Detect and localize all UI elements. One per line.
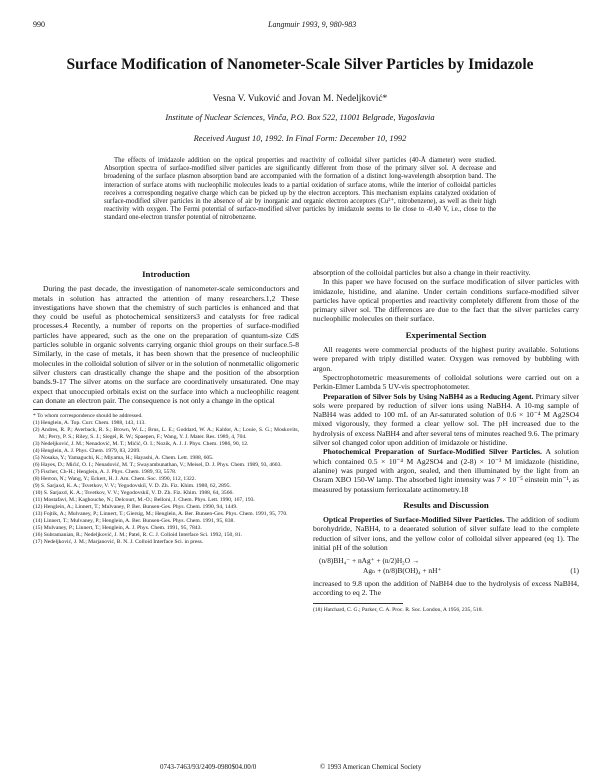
footnote: (9) S. Sarjaxd, K. A.; Tsvetkov, V. V.; Yegodovskiĭ, V. D. Zh. Fiz. Khim. 1988, 62, 2895.	[33, 482, 231, 489]
equation-products: Agₙ + (n/8)B(OH)₄ + nH⁺	[363, 565, 442, 575]
footnote: (10) S. Sarjaxd, K. A.; Tsvetkov, V. V.; Yegodovskiĭ, V. D. Zh. Fiz. Khim. 1988, 64, 3566.	[33, 489, 234, 496]
footnote: (18) Hatchard, C. G.; Parker, C. A. Proc. R. Soc. London, A 1956, 235, 518.	[313, 606, 483, 613]
preparation-paragraph	[313, 392, 579, 448]
preparation-subheading: Preparation of Silver Sols by Using NaBH4 as a Reducing Agent.	[323, 391, 534, 401]
footnote: (7) Fischer, Ch-H.; Henglein, A. J. Phys. Chem. 1989, 93, 5578.	[33, 468, 177, 475]
experimental-paragraph-1: All reagents were commercial products of the highest purity available. Solutions were prepared with triply distilled water. Oxygen was removed by bubbling with argon.	[313, 345, 579, 373]
footnote: (5) Nosaka, Y.; Yamaguchi, K.; Miyama, H.; Hayashi, A. Chem. Lett. 1988, 605.	[33, 454, 214, 461]
authors: Vesna V. Vuković and Jovan M. Nedeljković*	[212, 94, 388, 104]
footnote: (2) Andres, R. P.; Averback, R. S.; Brown, W. L.; Brus, L. E.; Goddard, W. A.; Kaldor, A.; Louie, S. G.; Moskovits, M.; Perry, P. S.; Riley, S. J.; Siegel, R. W.; Spaepen, F.; Wang, Y. J. Mater. Res. 1989, 4, 704.	[33, 427, 299, 440]
footnote: (3) Nedeljković, J. M.; Nenadović, M. T.; Mićić, O. I.; Nozik, A. J. J. Phys. Chem. 1986, 90, 12.	[33, 440, 249, 447]
after-equation-text: increased to 9.8 upon the addition of NaBH4 due to the hydrolysis of excess NaBH4, according to eq 2. The	[313, 578, 579, 598]
footnote: (13) Fojtik, A.; Mulvaney, P.; Linnert, T.; Giersig, M.; Henglein, A. Ber. Bunsen-Ges. Phys. Chem. 1991, 95, 770.	[33, 510, 288, 517]
footnote: (11) Mostafavi, M.; Kaghouche, N.; Delcourt, M.-O.; Belloni, J. Chem. Phys. Lett. 1990, 167, 193.	[33, 496, 255, 503]
footnote: * To whom correspondence should be addressed.	[33, 413, 143, 420]
photochemical-paragraph	[313, 447, 579, 493]
equation-1	[313, 556, 579, 575]
footnote: (1) Henglein, A. Top. Curr. Chem. 1988, 143, 113.	[33, 420, 146, 427]
optical-paragraph	[313, 515, 579, 552]
optical-text: The addition of sodium borohydride, NaBH4, to a deaerated solution of silver sulfate lead to the complete reduction of silver ions, and the yellow color of colloidal silver appeared (eq 1). The initial pH of the solution	[313, 515, 579, 553]
experimental-heading: Experimental Section	[405, 329, 487, 340]
footnote-divider	[33, 409, 123, 410]
footnote: (16) Subramanian, R.; Nedeljković, J. M.; Patel, R. C. J. Colloid Interface Sci. 1992, 150, 81.	[33, 531, 243, 538]
received-dates: Received August 10, 1992. In Final Form: December 10, 1992	[193, 133, 407, 143]
equation-number: (1)	[570, 565, 579, 575]
experimental-paragraph-2: Spectrophotometric measurements of colloidal solutions were carried out on a Perkin-Elmer Lambda 5 UV-vis spectrophotometer.	[313, 372, 579, 392]
issn-code: 0743-7463/93/2409-0980$04.00/0	[160, 763, 257, 771]
photochemical-subheading: Photochemical Preparation of Surface-Modified Silver Particles.	[323, 447, 542, 457]
introduction-continued: absorption of the colloidal particles but also a change in their reactivity.	[313, 268, 531, 277]
footnote-divider	[313, 603, 403, 604]
footnotes	[33, 413, 299, 545]
introduction-paragraph: During the past decade, the investigation of nanometer-scale semiconductors and metals in solution has attracted the attention of many researchers.1,2 These investigations have shown that the chemistry of such particles is enhanced and that they could be useful as photochemical sensitizers3 and catalysts for free radical processes.4 Recently, a number of reports on the properties of surface-modified particles have appeared, such as the one on the preparation of quantum-size CdS particles soluble in organic solvents carrying organic thiol groups on their surface.5-8 Similarly, in the case of metals, it has been shown that the presence of nucleophilic molecules in the colloidal solution of silver or in the solution of nonmetallic oligomeric silver clusters can drastically change the shape and the position of the absorption bands.9-17 The silver atoms on the surface are coordinatively unsaturated. One may expect that unoccupied orbitals exist on the surface into which a nucleophilic reagent can donate an electron pair. The consequence is not only a change in the optical	[33, 284, 299, 405]
journal-reference: Langmuir 1993, 9, 980-983	[268, 20, 357, 29]
introduction-paragraph-2: In this paper we have focused on the surface modification of silver particles with imidazole, histidine, and alanine. Under certain conditions surface-modified silver particles have optical properties and reactivity completely different from those of the primary silver sol. The differences are due to the fact that the silver particles carry nucleophilic molecules on their surface.	[313, 277, 579, 324]
footnote: (8) Herron, N.; Wang, Y.; Eckert, H. J. Am. Chem. Soc. 1990, 112, 1322.	[33, 475, 196, 482]
equation-line-2	[313, 566, 579, 575]
page-number: 990	[33, 20, 45, 29]
right-column	[313, 268, 579, 613]
left-column	[33, 268, 299, 546]
copyright-notice: © 1993 American Chemical Society	[320, 763, 422, 771]
footnote: (15) Mulvaney, P.; Linnert, T.; Henglein, A. J. Phys. Chem. 1991, 95, 7843.	[33, 524, 202, 531]
footnote: (6) Hayes, D.; Mićić, O. I.; Nenadović, M. T.; Swayambunathan, V.; Meisel, D. J. Phys. Chem. 1989, 93, 4603.	[33, 461, 282, 468]
optical-subheading: Optical Properties of Surface-Modified Silver Particles.	[323, 515, 505, 525]
equation-line-1: (n/8)BH₄⁻ + nAg⁺ + (n/2)H₂O →	[319, 556, 420, 566]
affiliation: Institute of Nuclear Sciences, Vinča, P.O. Box 522, 11001 Belgrade, Yugoslavia	[165, 112, 435, 122]
abstract: The effects of imidazole addition on the optical properties and reactivity of colloidal silver particles (40-Å diameter) were studied. Absorption spectra of surface-modified silver particles are significantly different from those of the primary silver sol. A decrease and broadening of the surface plasmon absorption band are accompanied with the formation of a distinct long-wavelength absorption band. The interaction of surface atoms with nucleophilic molecules leads to a partial oxidation of surface atoms, while the interior of colloidal particles receives a corresponding negative charge which can be picked up by the electron acceptors. This mechanism explains catalyzed oxidation of surface-modified silver particles in the absence of air by inorganic and organic electron acceptors (Cu²⁺, nitrobenzene), as well as their high reactivity with oxygen. The Fermi potential of surface-modified silver particles by imidazole seems to lie close to -0.40 V, i.e., close to the standard one-electron transfer potential of nitrobenzene.	[104, 157, 496, 222]
photochemical-text: A solution which contained 0.5 × 10⁻⁴ M Ag2SO4 and (2-8) × 10⁻³ M imidazole (histidine, alanine) was purged with argon, sealed, and then illuminated by the light from an Osram XBO 150-W lamp. The absorbed light intensity was 7 × 10⁻⁵ einstein min⁻¹, as measured by potassium ferrioxalate actinometry.18	[313, 447, 579, 494]
footnote: (17) Nedeljković, J. M.; Marjanović, B. N. J. Colloid Interface Sci. in press.	[33, 538, 204, 545]
preparation-text: Primary silver sols were prepared by reduction of silver ions using NaBH4. A 10-mg sample of NaBH4 was added to 100 mL of an Ar-saturated solution of 0.6 × 10⁻⁴ M Ag2SO4 mixed vigorously, they formed a clear yellow sol. The pH increased due to the hydrolysis of excess NaBH4 and after several tens of minutes reached 9.6. The primary silver sol changed color upon addition of imidazole or histidine.	[313, 391, 580, 448]
paper-title: Surface Modification of Nanometer-Scale Silver Particles by Imidazole	[66, 56, 534, 73]
footnote: (14) Linnert, T.; Mulvaney, P.; Henglein, A. Ber. Bunsen-Ges. Phys. Chem. 1991, 95, 838.	[33, 517, 235, 524]
introduction-heading: Introduction	[142, 269, 190, 279]
results-heading: Results and Discussion	[403, 499, 489, 510]
footnote: (12) Henglein, A.; Linnert, T.; Mulvaney, P. Ber. Bunsen-Ges. Phys. Chem. 1990, 94, 1449.	[33, 503, 238, 510]
footnote: (4) Henglein, A. J. Phys. Chem. 1979, 83, 2209.	[33, 447, 141, 454]
